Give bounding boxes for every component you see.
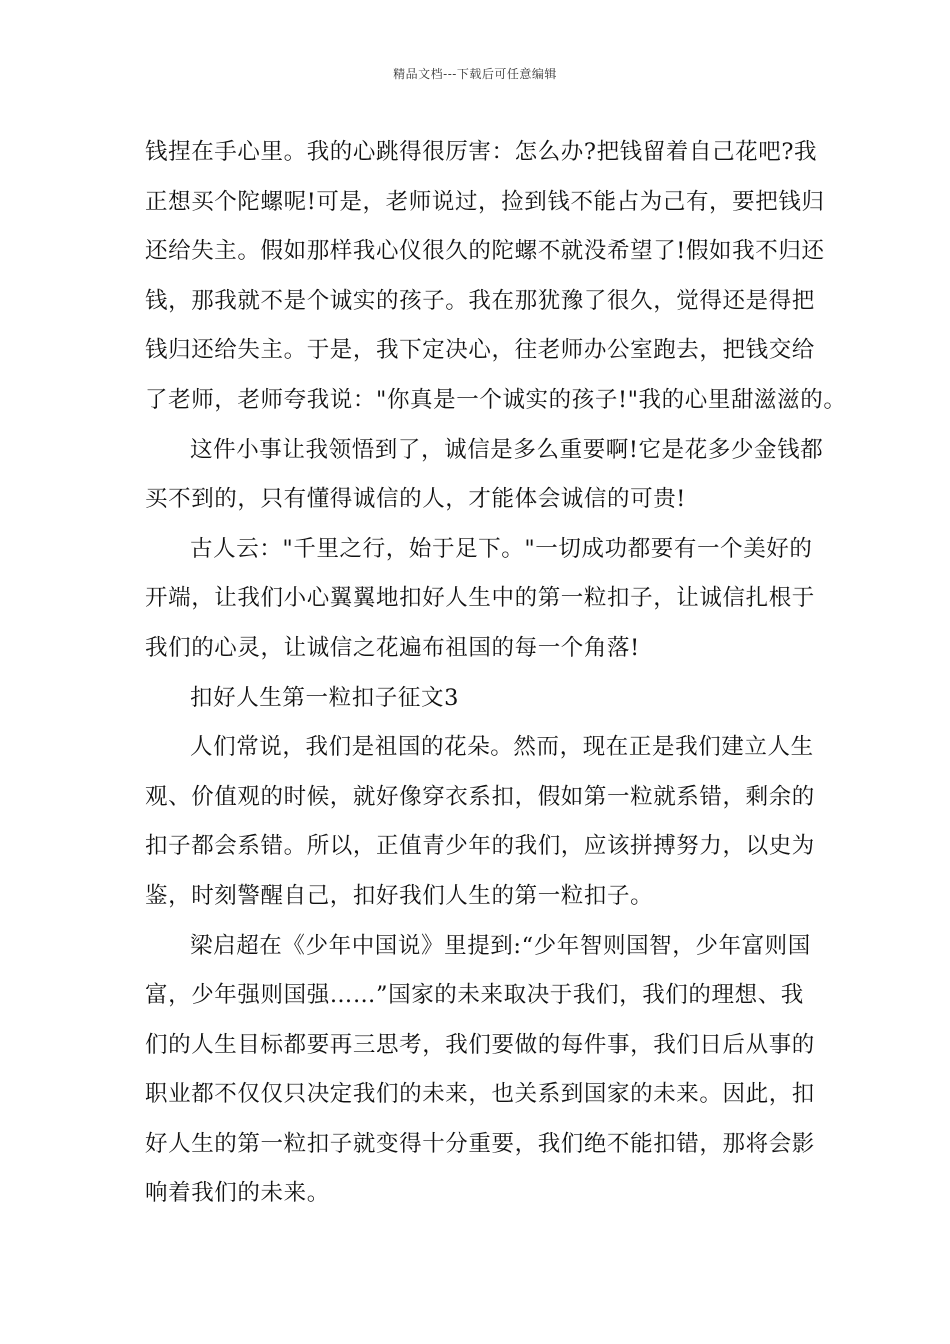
paragraph-start-line: 古人云："千里之行，始于足下。"一切成功都要有一个美好的 <box>190 535 813 562</box>
section-title: 扣好人生第一粒扣子征文3 <box>190 684 460 711</box>
body-line: 观、价值观的时候，就好像穿衣系扣，假如第一粒就系错，剩余的 <box>145 783 815 810</box>
body-line: 钱捏在手心里。我的心跳得很厉害：怎么办?把钱留着自己花吧?我 <box>145 139 818 165</box>
body-line: 响着我们的未来。 <box>145 1180 330 1207</box>
body-line: 正想买个陀螺呢!可是，老师说过，捡到钱不能占为己有，要把钱归 <box>145 188 825 215</box>
body-line: 了老师，老师夸我说："你真是一个诚实的孩子!"我的心里甜滋滋的。 <box>145 386 847 413</box>
body-line: 我们的心灵，让诚信之花遍布祖国的每一个角落! <box>145 634 640 661</box>
body-line: 钱，那我就不是个诚实的孩子。我在那犹豫了很久，觉得还是得把 <box>145 287 815 314</box>
page-header: 精品文档---下载后可任意编辑 <box>393 67 557 81</box>
paragraph-start-line: 人们常说，我们是祖国的花朵。然而，现在正是我们建立人生 <box>190 734 814 761</box>
body-line: 好人生的第一粒扣子就变得十分重要，我们绝不能扣错，那将会影 <box>145 1130 815 1157</box>
body-line: 们的人生目标都要再三思考，我们要做的每件事，我们日后从事的 <box>145 1031 815 1058</box>
body-line: 职业都不仅仅只决定我们的未来，也关系到国家的未来。因此，扣 <box>145 1081 815 1108</box>
body-line: 还给失主。假如那样我心仪很久的陀螺不就没希望了!假如我不归还 <box>145 238 825 265</box>
body-line: 扣子都会系错。所以，正值青少年的我们，应该拼搏努力，以史为 <box>145 833 815 860</box>
body-line: 富，少年强则国强……”国家的未来取决于我们，我们的理想、我 <box>145 982 804 1009</box>
body-line: 开端，让我们小心翼翼地扣好人生中的第一粒扣子，让诚信扎根于 <box>145 585 815 612</box>
body-line: 鉴，时刻警醒自己，扣好我们人生的第一粒扣子。 <box>145 882 654 909</box>
body-line: 买不到的，只有懂得诚信的人，才能体会诚信的可贵! <box>145 486 686 513</box>
body-line: 钱归还给失主。于是，我下定决心，往老师办公室跑去，把钱交给 <box>145 337 815 364</box>
paragraph-start-line: 这件小事让我领悟到了，诚信是多么重要啊!它是花多少金钱都 <box>190 436 824 463</box>
document-body <box>145 128 847 1219</box>
paragraph-start-line: 梁启超在《少年中国说》里提到:“少年智则国智，少年富则国 <box>190 932 811 959</box>
